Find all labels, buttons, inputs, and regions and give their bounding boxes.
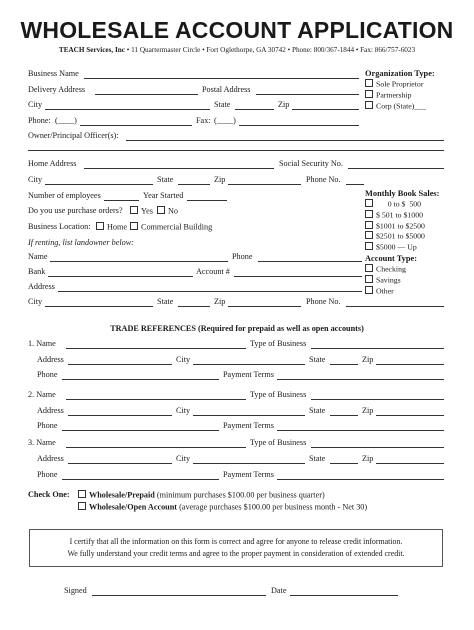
signed-label: Signed [64,586,87,595]
checkbox-icon[interactable] [365,231,373,239]
ref2-type-label: Type of Business [250,390,307,399]
sales-option-1[interactable]: 0 to $ 500 [365,199,439,210]
ref1-city-label: City [176,355,191,364]
certification-line-1: I certify that all the information on this form is correct and agree for anyone to release credit information. [69,537,403,546]
ref3-address-label: Address [37,454,64,463]
account-type [365,254,417,296]
ref2-state-field[interactable] [330,406,358,416]
state-field[interactable] [235,100,274,110]
landowner-name-field[interactable] [50,252,228,262]
ref1-state-label: State [309,355,326,364]
checkbox-icon[interactable] [365,264,373,272]
company-info [0,46,474,54]
po-yes-option[interactable]: Yes [130,206,153,217]
year-started-field[interactable] [187,191,227,201]
company-name: TEACH Services, Inc [58,46,125,54]
postal-address-field[interactable] [256,85,359,95]
ref1-type-label: Type of Business [250,339,307,348]
ref1-zip-label: Zip [362,355,374,364]
ref2-terms-field[interactable] [277,421,444,431]
phone-no-label: Phone No. [306,175,341,184]
employees-field[interactable] [104,191,139,201]
org-option-sole[interactable]: Sole Proprietor [365,79,435,90]
ref2-phone-field[interactable] [62,421,219,431]
ref3-phone-label: Phone [37,470,58,479]
certification-line-2: We fully understand your credit terms and agree to the proper payment in consideration of extended credit. [67,549,405,558]
bank-address-label: Address [28,282,55,291]
state-label: State [214,100,231,109]
checkbox-icon[interactable] [365,90,373,98]
form-title: WHOLESALE ACCOUNT APPLICATION [20,17,454,43]
phone-field[interactable] [80,116,192,126]
ref2-name-label: 2. Name [28,390,56,399]
bank-label: Bank [28,267,46,276]
bank-field[interactable] [48,267,193,277]
city-field-2[interactable] [45,175,153,185]
ref1-phone-field[interactable] [62,370,219,380]
state-field-3[interactable] [178,297,210,307]
zip-label-3: Zip [214,297,226,306]
ref1-phone-label: Phone [37,370,58,379]
checkbox-icon[interactable] [365,275,373,283]
org-option-partnership[interactable]: Partnership [365,90,435,101]
state-label-2: State [157,175,174,184]
ref2-name-field[interactable] [66,390,246,400]
location-home-option[interactable]: Home [96,222,127,233]
phone-no-label-3: Phone No. [306,297,341,306]
organization-type-heading: Organization Type: [365,69,435,78]
monthly-book-sales [365,189,439,253]
phone-label: Phone: [28,116,51,125]
checkbox-icon[interactable] [130,206,138,214]
phone-no-field-3[interactable] [346,297,444,307]
organization-type [365,69,435,111]
certification-box [29,529,443,567]
signature-field[interactable] [92,586,266,596]
ref1-terms-label: Payment Terms [223,370,274,379]
ref2-zip-label: Zip [362,406,374,415]
checkbox-icon[interactable] [365,221,373,229]
ref3-address-field[interactable] [68,454,172,464]
fax-field[interactable] [239,116,359,126]
purchase-orders-label: Do you use purchase orders? [28,206,123,215]
checkbox-icon[interactable] [365,79,373,87]
zip-field[interactable] [292,100,359,110]
po-no-option[interactable]: No [157,206,178,217]
ref1-state-field[interactable] [330,355,358,365]
ref2-state-label: State [309,406,326,415]
zip-label-2: Zip [214,175,226,184]
ref2-phone-label: Phone [37,421,58,430]
wholesale-open-option[interactable]: Wholesale/Open Account (average purchases $100.00 per business month - Net 30) [78,502,367,513]
sales-option-2[interactable]: $ 501 to $1000 [365,210,439,221]
ref3-terms-label: Payment Terms [223,470,274,479]
ref3-zip-field[interactable] [376,454,444,464]
bank-address-field[interactable] [58,282,362,292]
ref3-phone-field[interactable] [62,470,219,480]
phone-area-code[interactable]: (____) [55,116,77,125]
checkbox-icon[interactable] [78,502,86,510]
owner-field-2[interactable] [28,141,444,151]
wholesale-prepaid-option[interactable]: Wholesale/Prepaid (minimum purchases $100.00 per business quarter) [78,490,325,501]
ref3-city-field[interactable] [193,454,305,464]
renting-note: If renting, list landowner below: [28,238,134,247]
zip-field-2[interactable] [228,175,301,185]
account-label: Account # [196,267,230,276]
city-label-3: City [28,297,43,306]
ref1-terms-field[interactable] [277,370,444,380]
ref3-type-field[interactable] [311,438,444,448]
ref1-name-label: 1. Name [28,339,56,348]
city-label-2: City [28,175,43,184]
acct-option-other[interactable]: Other [365,286,417,297]
ref1-zip-field[interactable] [376,355,444,365]
home-address-label: Home Address [28,159,77,168]
ref3-terms-field[interactable] [277,470,444,480]
fax-label: Fax: [196,116,211,125]
ref2-city-label: City [176,406,191,415]
home-address-field[interactable] [84,159,274,169]
ssn-field[interactable] [348,159,444,169]
ref1-address-field[interactable] [68,355,172,365]
book-sales-heading: Monthly Book Sales: [365,189,440,198]
ref2-address-label: Address [37,406,64,415]
location-commercial-option[interactable]: Commercial Building [130,222,212,233]
employees-label: Number of employees [28,191,101,200]
sales-option-5[interactable]: $5000 — Up [365,242,439,253]
zip-label: Zip [278,100,290,109]
checkbox-icon[interactable] [365,101,373,109]
checkbox-icon[interactable] [365,210,373,218]
company-address: • 11 Quartermaster Circle • Fort Oglethorpe, GA 30742 • Phone: 800/367-1844 • Fax: 866/757-6023 [126,46,416,54]
ref3-city-label: City [176,454,191,463]
ref1-address-label: Address [37,355,64,364]
account-field[interactable] [234,267,362,277]
city-label: City [28,100,43,109]
checkbox-icon[interactable] [130,222,138,230]
landowner-phone-label: Phone [232,252,253,261]
ref3-state-label: State [309,454,326,463]
city-field[interactable] [45,100,210,110]
landowner-phone-field[interactable] [258,252,362,262]
ref2-city-field[interactable] [193,406,305,416]
business-name-label: Business Name [28,69,79,78]
sales-option-4[interactable]: $2501 to $5000 [365,231,439,242]
ref2-address-field[interactable] [68,406,172,416]
ref3-zip-label: Zip [362,454,374,463]
sales-option-3[interactable]: $1001 to $2500 [365,221,439,232]
checkbox-icon[interactable] [96,222,104,230]
check-one-label: Check One: [28,490,70,499]
ref2-type-field[interactable] [311,390,444,400]
checkbox-icon[interactable] [365,286,373,294]
checkbox-icon[interactable] [365,199,373,207]
phone-no-field[interactable] [346,175,364,185]
owner-field[interactable] [126,131,444,141]
postal-address-label: Postal Address [202,85,251,94]
delivery-address-label: Delivery Address [28,85,86,94]
state-label-3: State [157,297,174,306]
city-field-3[interactable] [45,297,153,307]
state-field-2[interactable] [178,175,210,185]
org-option-corp[interactable]: Corp (State)___ [365,101,435,112]
ref1-type-field[interactable] [311,339,444,349]
ref1-city-field[interactable] [193,355,305,365]
date-label: Date [271,586,287,595]
ref1-name-field[interactable] [66,339,246,349]
checkbox-icon[interactable] [157,206,165,214]
checkbox-icon[interactable] [78,490,86,498]
account-type-heading: Account Type: [365,254,418,263]
ref3-state-field[interactable] [330,454,358,464]
year-started-label: Year Started [143,191,184,200]
ssn-label: Social Security No. [279,159,343,168]
ref3-name-field[interactable] [66,438,246,448]
business-location-label: Business Location: [28,222,91,231]
ref2-terms-label: Payment Terms [223,421,274,430]
fax-area-code[interactable]: (____) [214,116,236,125]
ref2-zip-field[interactable] [376,406,444,416]
landowner-name-label: Name [28,252,48,261]
business-name-field[interactable] [84,69,359,79]
checkbox-icon[interactable] [365,242,373,250]
zip-field-3[interactable] [228,297,301,307]
date-field[interactable] [290,586,398,596]
acct-option-checking[interactable]: Checking [365,264,417,275]
acct-option-savings[interactable]: Savings [365,275,417,286]
owner-label: Owner/Principal Officer(s): [28,131,119,140]
delivery-address-field[interactable] [95,85,198,95]
ref3-type-label: Type of Business [250,438,307,447]
trade-references-heading: TRADE REFERENCES (Required for prepaid as well as open accounts) [110,324,364,333]
ref3-name-label: 3. Name [28,438,56,447]
